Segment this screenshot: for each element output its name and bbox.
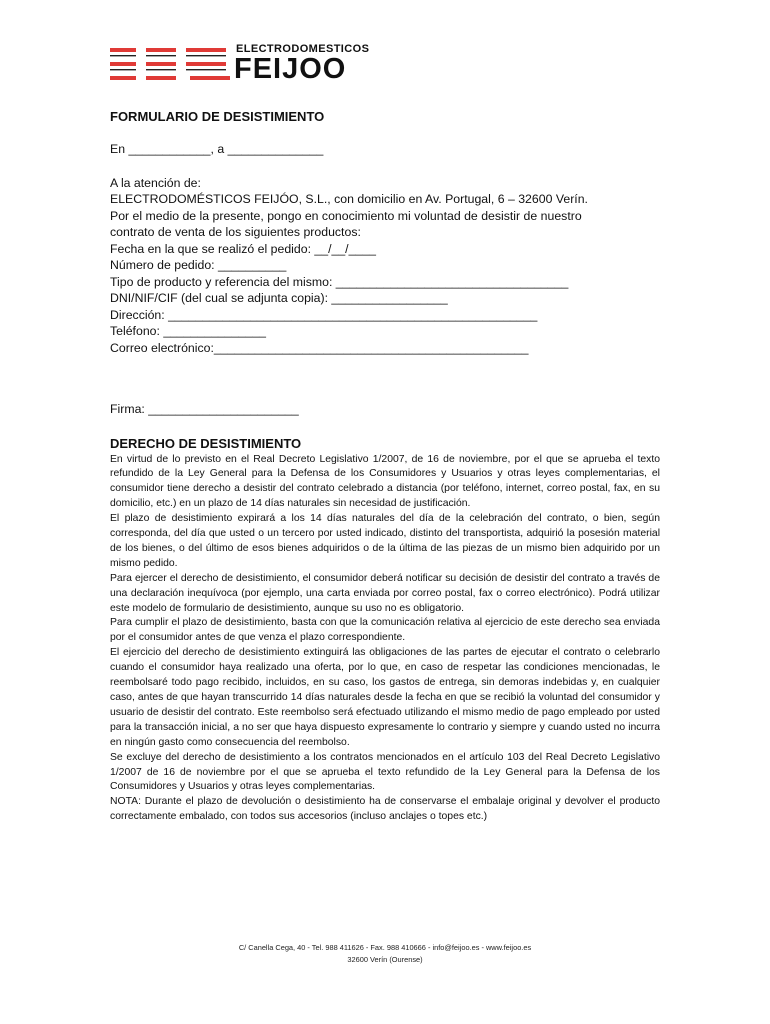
logo-stripe (110, 55, 136, 56)
rights-paragraph: Para cumplir el plazo de desistimiento, basta con que la comunicación relativa al ejercicio de este derecho sea enviada por el consumidor antes de que venza el plazo correspondiente. (110, 617, 660, 644)
logo-stripe (186, 62, 226, 66)
logo-stripe (186, 55, 226, 56)
logo-stripes-graphic (110, 44, 230, 82)
form-line: contrato de venta de los siguientes productos: (110, 225, 361, 239)
rights-title: DERECHO DE DESISTIMIENTO (110, 435, 302, 451)
form-line: Teléfono: _______________ (110, 324, 266, 338)
form-line: Por el medio de la presente, pongo en conocimiento mi voluntad de desistir de nuestro (110, 208, 582, 223)
form-line: A la atención de: (110, 175, 201, 190)
form-line: DNI/NIF/CIF (del cual se adjunta copia): _________________ (110, 291, 448, 305)
footer-address-line: 32600 Verín (Ourense) (347, 955, 423, 964)
rights-paragraph: NOTA: Durante el plazo de devolución o desistimiento ha de conservarse el embalaje original y devolver el producto correctamente embalado, con todos sus accesorios (incluso anclajes o topes etc.) (110, 796, 660, 823)
form-line: Dirección: ______________________________________________________ (110, 307, 538, 322)
logo-stripe (146, 76, 176, 80)
rights-paragraph: Para ejercer el derecho de desistimiento, el consumidor deberá notificar su decisión de desistir del contrato a través de una declaración inequívoca (por ejemplo, una carta enviada por correo postal, fax o correo electrónico). Podrá utilizar este modelo de formulario de desistimiento, aunque su uso no es obligatorio. (110, 572, 660, 614)
place-date-line: En ____________, a ______________ (110, 142, 324, 156)
form-line: Tipo de producto y referencia del mismo: __________________________________ (110, 274, 569, 289)
logo-stripe (146, 48, 176, 52)
logo-stripe (146, 69, 176, 70)
form-line: Fecha en la que se realizó el pedido: __/__/____ (110, 241, 376, 256)
rights-paragraph: El ejercicio del derecho de desistimiento extinguirá las obligaciones de las partes de ejecutar el contrato o celebrarlo cuando el consumidor haya realizado una oferta, por lo que, en caso de respetar las condiciones mencionadas, le reembolsaré todo pago recibido, incluidos, en su caso, los gastos de entrega, sin demoras indebidas y, en cualquier caso, antes de que hayan transcurrido 14 días naturales desde la fecha en que se recibió la voluntad del consumidor y usuario de desistir del contrato. Este reembolso será efectuado utilizando el mismo medio de pago empleado por usted para la transacción inicial, a no ser que haya dispuesto expresamente lo contrario y siempre y cuando usted no incurra en ningún gasto como consecuencia del reembolso. (110, 647, 660, 748)
logo-stripe (110, 69, 136, 70)
logo-stripe (110, 62, 136, 66)
rights-text (110, 453, 660, 826)
footer-contact-line: C/ Canella Cega, 40 - Tel. 988 411626 - Fax. 988 410666 - info@feijoo.es - www.feijoo.es (238, 943, 532, 952)
form-fields (110, 175, 660, 357)
rights-paragraph: En virtud de lo previsto en el Real Decreto Legislativo 1/2007, de 16 de noviembre, por el que se aprueba el texto refundido de la Ley General para la Defensa de los Consumidores y Usuarios y otras leyes complementarias, el consumidor tiene derecho a desistir del contrato celebrado a distancia (por teléfono, internet, correo postal, fax, en su domicilio, etc.) en un plazo de 14 días naturales sin necesidad de justificación. (110, 453, 660, 510)
form-line: ELECTRODOMÉSTICOS FEIJÓO, S.L., con domicilio en Av. Portugal, 6 – 32600 Verín. (110, 192, 588, 206)
company-logo (110, 42, 370, 86)
logo-stripe (110, 48, 136, 52)
logo-stripe (146, 62, 176, 66)
logo-top-text: ELECTRODOMESTICOS (236, 43, 370, 55)
form-title: FORMULARIO DE DESISTIMIENTO (110, 109, 325, 124)
signature-line: Firma: ______________________ (110, 402, 299, 416)
logo-stripe (186, 48, 226, 52)
document-body (110, 108, 660, 825)
logo-stripe (110, 76, 136, 80)
form-line: Correo electrónico:______________________________________________ (110, 340, 529, 355)
rights-paragraph: Se excluye del derecho de desistimiento a los contratos mencionados en el artículo 103 del Real Decreto Legislativo 1/2007 de 16 de noviembre por el que se aprueba el texto refundido de la Ley General para la Defensa de los Consumidores y Usuarios y otras leyes complementarias. (110, 751, 660, 793)
page-footer (0, 942, 770, 966)
form-line: Número de pedido: __________ (110, 258, 287, 272)
logo-stripe (186, 69, 226, 70)
logo-stripe (146, 55, 176, 56)
logo-stripe (190, 76, 230, 80)
rights-paragraph: El plazo de desistimiento expirará a los 14 días naturales del día de la celebración del contrato, o bien, según corresponda, del día que usted o un tercero por usted indicado, distinto del transportista, adquirió la posesión material de los bienes, o del último de esos bienes adquiridos o de la última de las piezas de un mismo bien adquirido por un mismo pedido. (110, 513, 660, 569)
logo-main-text: FEIJOO (234, 53, 347, 85)
